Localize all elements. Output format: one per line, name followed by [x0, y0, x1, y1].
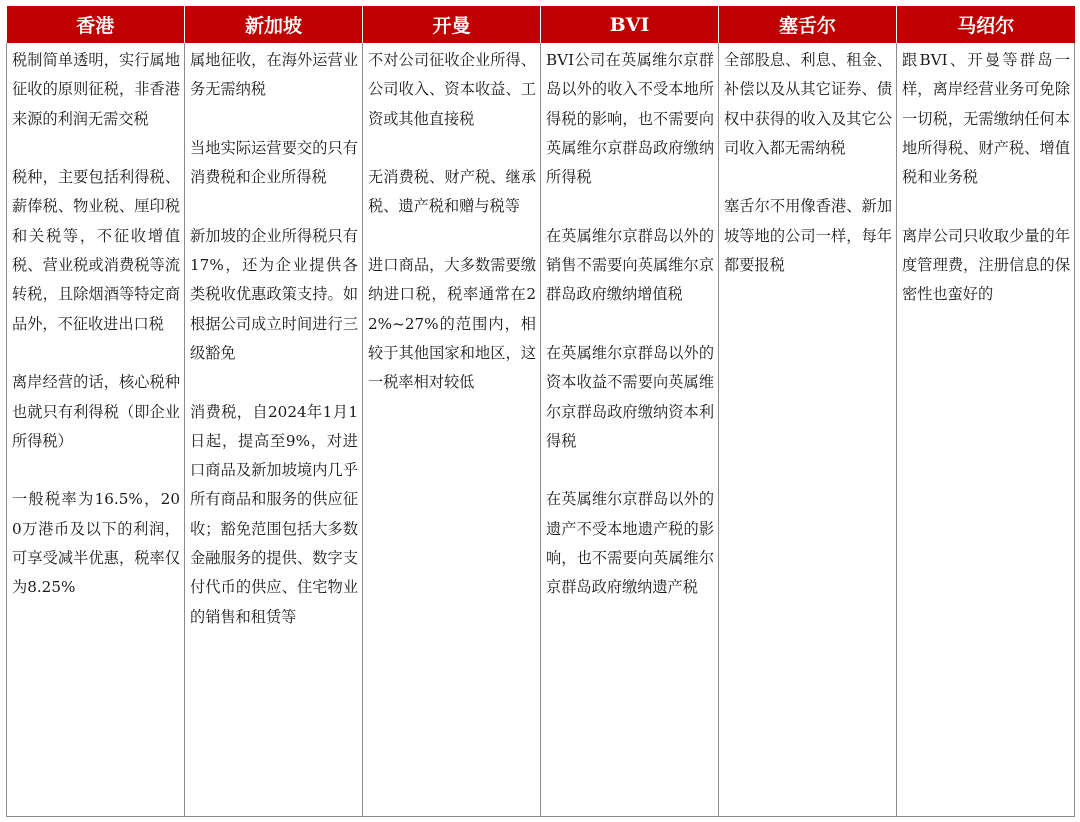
paragraph: 新加坡的企业所得税只有17%，还为企业提供各类税收优惠政策支持。如根据公司成立时间进行三级豁免 [190, 226, 358, 362]
paragraph: 当地实际运营要交的只有消费税和企业所得税 [190, 138, 358, 187]
content-row [7, 43, 1075, 817]
cell-cayman [363, 43, 541, 817]
paragraph: 全部股息、利息、租金、补偿以及从其它证券、债权中获得的收入及其它公司收入都无需纳税 [724, 51, 892, 157]
header-bvi: BVI [541, 6, 719, 43]
cell-marshall [897, 43, 1075, 817]
tax-comparison-table-wrapper [6, 6, 1074, 817]
header-row [7, 6, 1075, 43]
cell-singapore [185, 43, 363, 817]
paragraph: 跟BVI、开曼等群岛一样，离岸经营业务可免除一切税，无需缴纳任何本地所得税、财产税、增值税和业务税 [902, 51, 1070, 187]
cell-seychelles [719, 43, 897, 817]
header-singapore: 新加坡 [185, 6, 363, 43]
paragraph: 离岸经营的话，核心税种也就只有利得税（即企业所得税） [12, 373, 180, 450]
paragraph: 在英属维尔京群岛以外的资本收益不需要向英属维尔京群岛政府缴纳资本利得税 [546, 343, 714, 450]
paragraph: 进口商品，大多数需要缴纳进口税，税率通常在22%~27%的范围内，相较于其他国家和地区，这一税率相对较低 [368, 256, 536, 392]
paragraph: 在英属维尔京群岛以外的销售不需要向英属维尔京群岛政府缴纳增值税 [546, 226, 714, 304]
header-marshall: 马绍尔 [897, 6, 1075, 43]
paragraph: 塞舌尔不用像香港、新加坡等地的公司一样，每年都要报税 [724, 197, 892, 275]
paragraph: 税种，主要包括利得税、薪俸税、物业税、厘印税和关税等，不征收增值税、营业税或消费税等流转税，且除烟酒等特定商品外，不征收进出口税 [12, 168, 180, 333]
paragraph: 税制简单透明，实行属地征收的原则征税，非香港来源的利润无需交税 [12, 51, 180, 128]
paragraph: 一般税率为16.5%，200万港币及以下的利润，可享受减半优惠，税率仅为8.25% [12, 490, 180, 597]
header-hongkong: 香港 [7, 6, 185, 43]
paragraph: 属地征收，在海外运营业务无需纳税 [190, 51, 358, 99]
header-seychelles: 塞舌尔 [719, 6, 897, 43]
paragraph: 消费税，自2024年1月1日起，提高至9%，对进口商品及新加坡境内几乎所有商品和服务的供应征收；豁免范围包括大多数金融服务的提供、数字支付代币的供应、住宅物业的销售和租赁等 [190, 402, 358, 626]
header-cayman: 开曼 [363, 6, 541, 43]
paragraph: 不对公司征收企业所得、公司收入、资本收益、工资或其他直接税 [368, 51, 536, 128]
paragraph: 在英属维尔京群岛以外的遗产不受本地遗产税的影响，也不需要向英属维尔京群岛政府缴纳遗产税 [546, 490, 714, 597]
paragraph: 离岸公司只收取少量的年度管理费，注册信息的保密性也蛮好的 [902, 226, 1070, 304]
paragraph: BVI公司在英属维尔京群岛以外的收入不受本地所得税的影响，也不需要向英属维尔京群岛政府缴纳所得税 [546, 51, 714, 187]
cell-hongkong [7, 43, 185, 817]
paragraph: 无消费税、财产税、继承税、遗产税和赠与税等 [368, 168, 536, 216]
tax-comparison-table [6, 6, 1075, 817]
cell-bvi [541, 43, 719, 817]
